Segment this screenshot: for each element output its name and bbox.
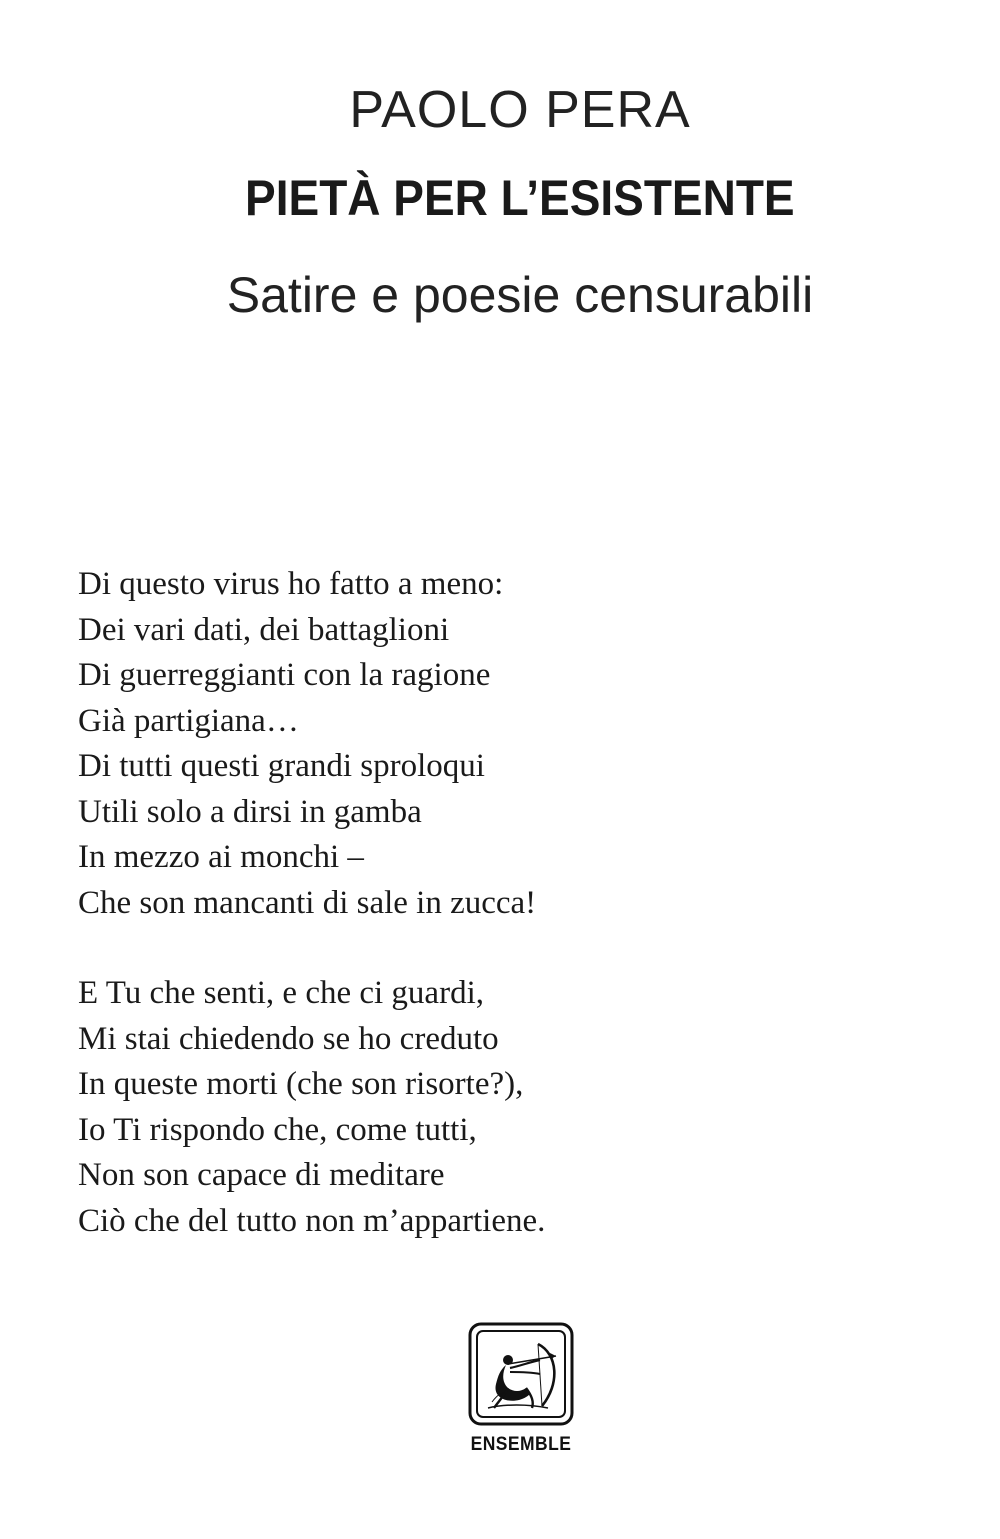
poem-line: Di questo virus ho fatto a meno: (78, 566, 504, 602)
poem-line: Ciò che del tutto non m’appartiene. (78, 1202, 546, 1239)
publisher-mark (465, 1322, 577, 1456)
poem-line: Mi stai chiedendo se ho creduto (78, 1020, 499, 1057)
poem-line: In mezzo ai monchi – (78, 839, 364, 875)
poem-line: Che son mancanti di sale in zucca! (78, 884, 537, 921)
poem-line: Di guerreggianti con la ragione (78, 657, 491, 693)
poem-line: Io Ti rispondo che, come tutti, (78, 1111, 477, 1148)
poem-line: In queste morti (che son risorte?), (78, 1066, 524, 1102)
poem-line: Dei vari dati, dei battaglioni (78, 611, 450, 648)
publisher-name: ENSEMBLE (470, 1434, 572, 1455)
book-subtitle: Satire e poesie censurabili (226, 267, 814, 323)
book-title: PIETÀ PER L’ESISTENTE (245, 170, 795, 226)
poem (78, 562, 938, 1244)
poem-line: Utili solo a dirsi in gamba (78, 793, 422, 830)
poem-stanza-2 (78, 971, 938, 1244)
archer-emblem-icon (468, 1322, 574, 1426)
poem-line: Già partigiana… (78, 702, 299, 739)
author-name: PAOLO PERA (349, 81, 691, 139)
poem-line: Non son capace di meditare (78, 1157, 445, 1193)
poem-stanza-1 (78, 562, 938, 926)
poem-line: E Tu che senti, e che ci guardi, (78, 975, 484, 1011)
poem-line: Di tutti questi grandi sproloqui (78, 748, 485, 784)
